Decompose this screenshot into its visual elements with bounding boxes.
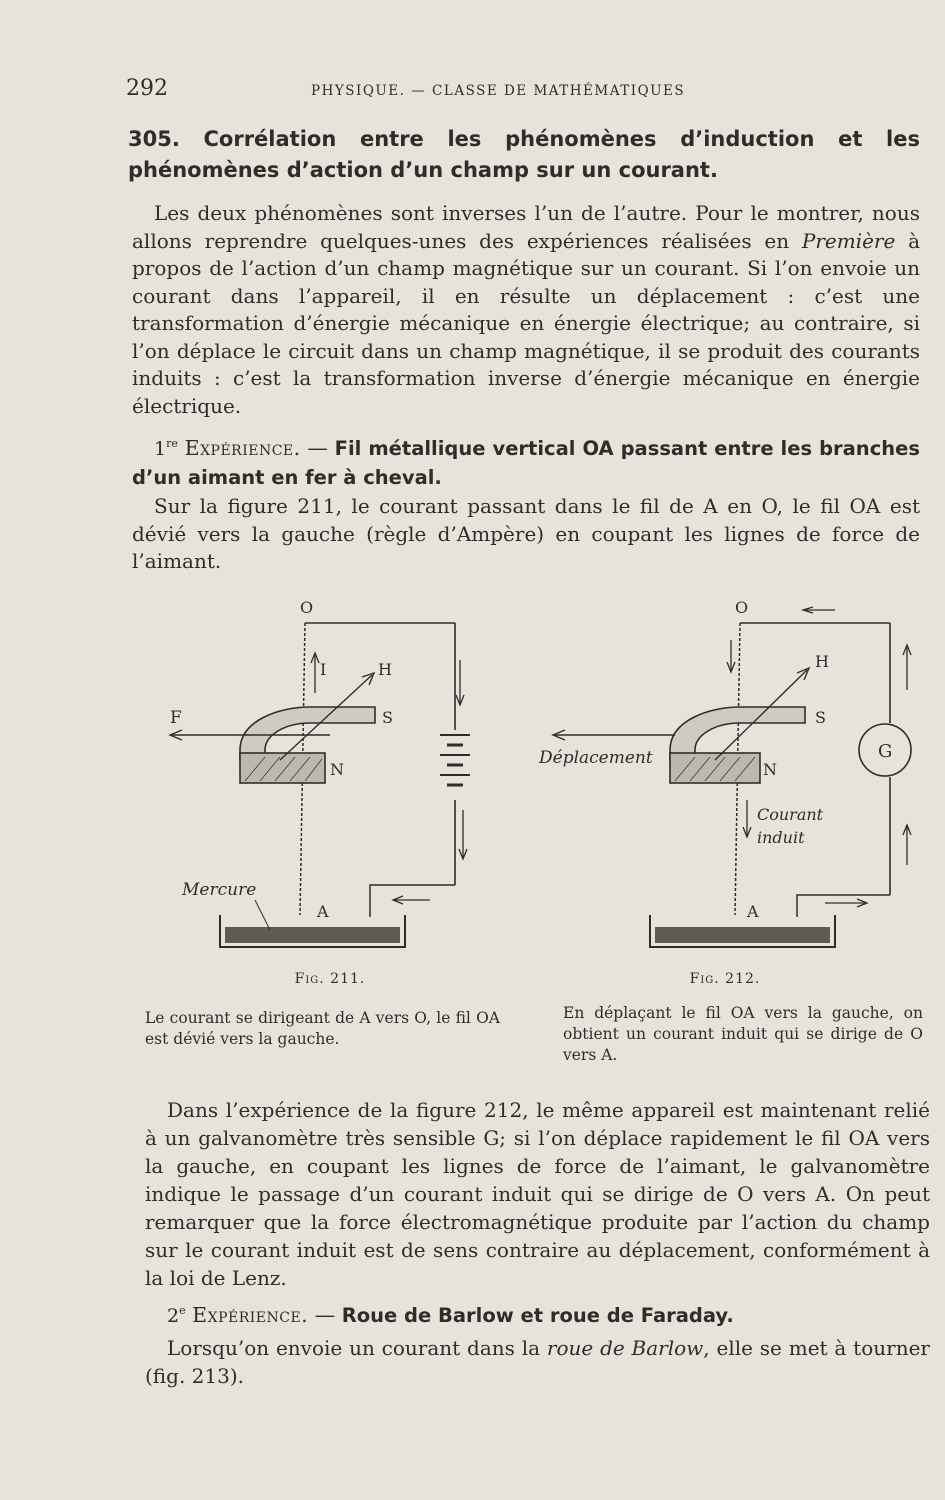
fig211-caption: Le courant se dirigeant de A vers O, le fil OA est dévié vers la gauche. xyxy=(145,1009,500,1048)
fig211-return-wire xyxy=(370,885,455,917)
mercury-pointer xyxy=(255,900,270,930)
fig211-label-S: S xyxy=(382,708,393,727)
exp2-label: Expérience. xyxy=(192,1302,309,1327)
final-text-1: Lorsqu’on envoie un courant dans la xyxy=(167,1336,547,1360)
fig212-label-deplacement: Déplacement xyxy=(539,748,653,768)
experiment-1-text: Sur la figure 211, le courant passant dans le fil de A en O, le fil OA est dévié vers la gauche (règle d’Ampère) en coupant les lignes de force de l’aimant. xyxy=(132,494,920,573)
horseshoe-magnet xyxy=(240,707,375,783)
fig212-label-H: H xyxy=(815,652,829,671)
exp1-dash: — xyxy=(300,435,335,460)
mercury-trough-2 xyxy=(650,915,835,947)
fig212-label-S: S xyxy=(815,708,826,727)
paragraph-after-figures: Dans l’expérience de la figure 212, le même appareil est maintenant relié à un galvanomètre très sensible G; si l’on déplace rapidement le fil OA vers la gauche, en coupant les lignes de force de l’aimant, le galvanomètre indique le passage d’un courant induit qui se dirige de O vers A. On peut remarquer que la force électromagnétique produite par l’action du champ sur le courant induit est de sens contraire au déplacement, conformément à la loi de Lenz. xyxy=(145,1098,930,1290)
fig212-label-A: A xyxy=(747,902,759,921)
intro-text-1: Les deux phénomènes sont inverses l’un de l’autre. Pour le montrer, nous allons reprendre quelques-unes des expériences réalisées en xyxy=(132,201,920,253)
final-paragraph xyxy=(145,1334,930,1390)
fig212-label: Fig. 212. xyxy=(689,971,761,987)
fig212-label-induit: induit xyxy=(757,828,805,847)
figure-211 xyxy=(160,595,500,987)
mercury-trough xyxy=(220,915,405,947)
running-head: PHYSIQUE. — CLASSE DE MATHÉMATIQUES xyxy=(311,83,686,99)
fig211-label-I: I xyxy=(320,660,327,679)
fig211-label-O: O xyxy=(300,598,314,617)
exp1-title: Fil métallique vertical OA passant entre les branches d’un aimant en fer à cheval. xyxy=(132,436,920,489)
page-number: 292 xyxy=(126,76,168,101)
figure-212-diagram xyxy=(535,595,925,975)
intro-emphasis: Première xyxy=(801,228,896,253)
fig211-label: Fig. 211. xyxy=(294,971,366,987)
exp2-number: 2 xyxy=(167,1304,180,1327)
figure-212 xyxy=(535,595,925,987)
experiment-2-heading xyxy=(145,1297,930,1330)
exp2-dash: — xyxy=(308,1302,342,1327)
experiment-1-heading xyxy=(132,430,920,492)
intro-text-2: à propos de l’action d’un champ magnétique sur un courant. Si l’on envoie un courant dans l’appareil, il en résulte un déplacement : c’est une transformation d’énergie mécanique en énergie électrique; au contraire, si l’on déplace le circuit dans un champ magnétique, il se produit des courants induits : c’est la transformation inverse d’énergie mécanique en énergie électrique. xyxy=(132,228,921,418)
fig212-label-O: O xyxy=(735,598,749,617)
intro-paragraph xyxy=(132,200,920,420)
exp2-sup: e xyxy=(179,1304,186,1317)
fig212-label-N: N xyxy=(763,760,777,779)
fig211-label-mercure: Mercure xyxy=(182,880,257,900)
fig211-label-H: H xyxy=(378,660,392,679)
figure-211-diagram xyxy=(160,595,500,975)
section-title: 305. Corrélation entre les phénomènes d’induction et les phénomènes d’action d’un champ sur un courant. xyxy=(128,127,920,182)
exp1-label: Expérience. xyxy=(184,435,301,460)
exp2-title: Roue de Barlow et roue de Faraday. xyxy=(341,1303,734,1327)
fig211-label-A: A xyxy=(317,902,329,921)
exp1-number: 1 xyxy=(154,437,167,460)
fig211-label-N: N xyxy=(330,760,344,779)
final-text-2: , elle se met à tourner (fig. 213). xyxy=(145,1336,930,1388)
exp1-sup: re xyxy=(166,437,178,450)
fig212-label-G: G xyxy=(878,741,893,762)
fig212-caption: En déplaçant le fil OA vers la gauche, on obtient un courant induit qui se dirige de O vers A. xyxy=(563,1004,923,1064)
final-emphasis: roue de Barlow xyxy=(546,1336,704,1360)
battery-icon xyxy=(440,735,470,785)
fig212-return-wire xyxy=(797,895,890,917)
fig211-label-F: F xyxy=(170,708,182,728)
fig212-label-courant: Courant xyxy=(757,805,824,824)
page-header xyxy=(126,76,920,106)
